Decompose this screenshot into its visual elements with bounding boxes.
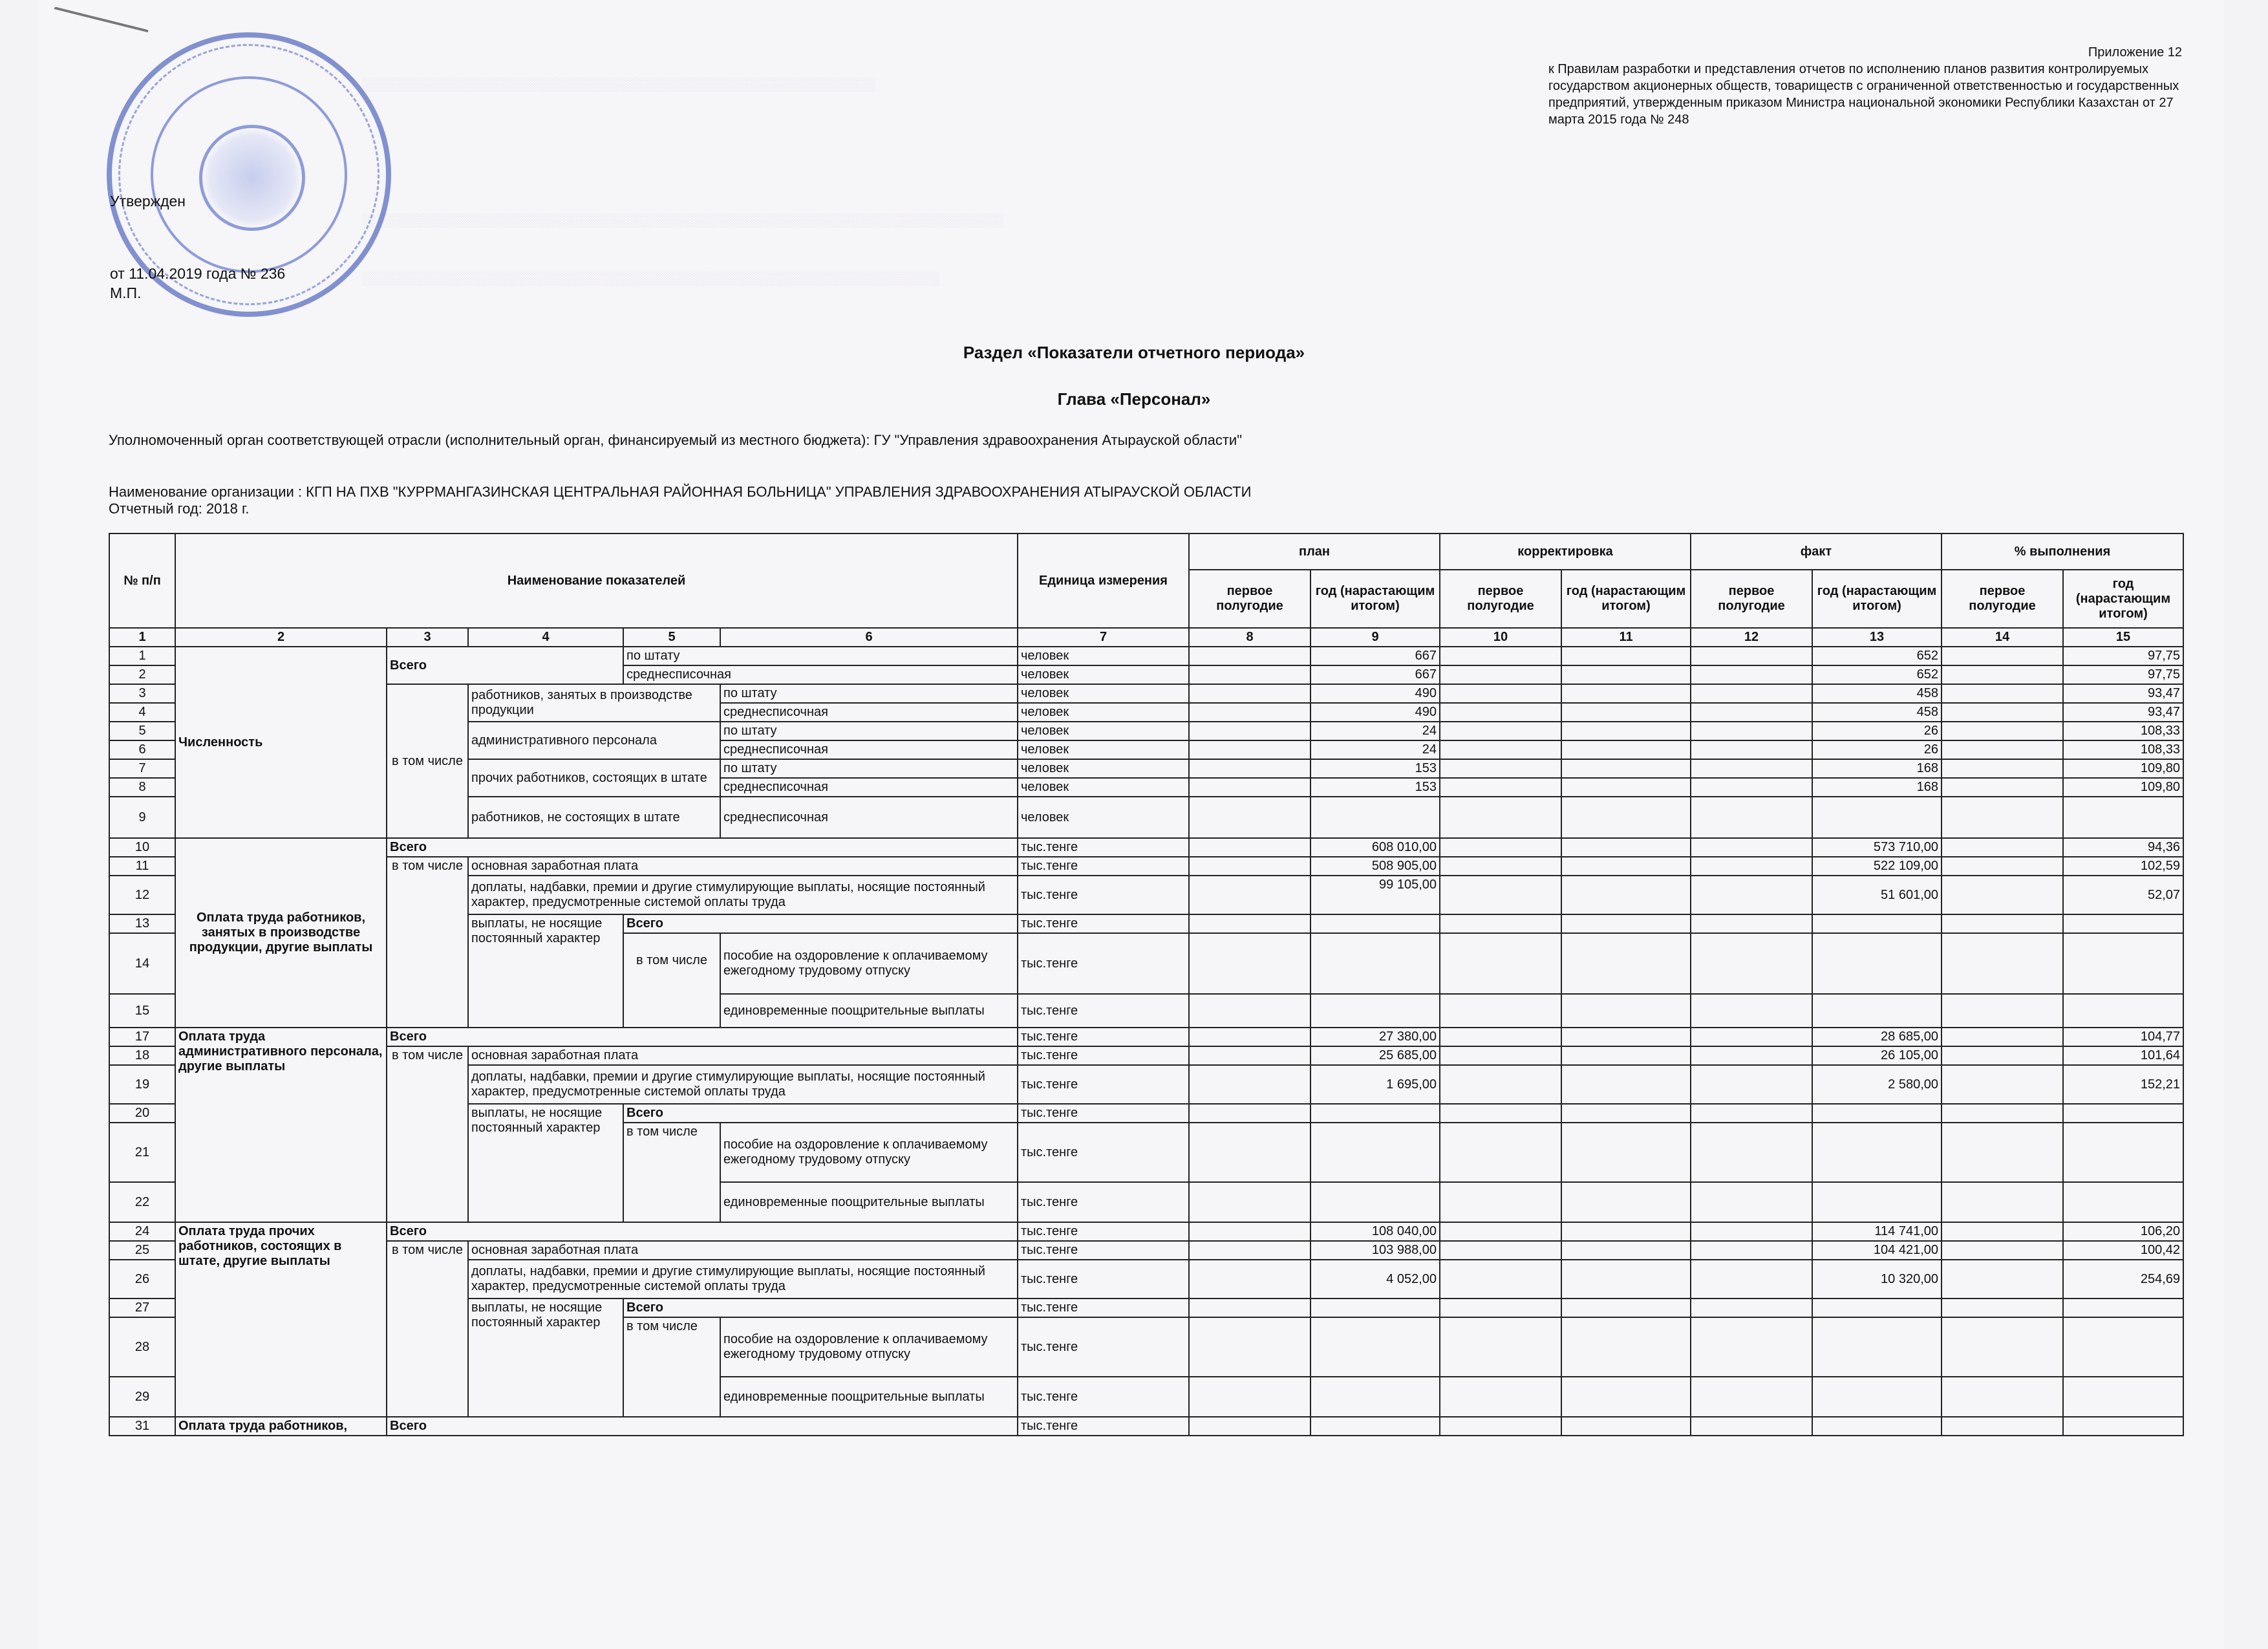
col-number: 14 [1942,628,2063,647]
table-row: 4 среднесписочная человек 490 458 93,47 [109,703,2183,722]
appendix-text: к Правилам разработки и представления отчетов по исполнению планов развития контролируемых государством акционерных обществ, товариществ с ограниченной ответственностью и государственных предприятий, утвержденным приказом Министра национальной экономики Республики Казахстан от 27 марта 2015 года № 248 [1548,62,2179,127]
group-pay-admin: Оплата труда административного персонала, другие выплаты [175,1028,387,1222]
table-row: 7 прочих работников, состоящих в штате по штату человек 153 168 109,80 [109,759,2183,778]
table-row: 29 единовременные поощрительные выплаты тыс.тенге [109,1377,2183,1417]
bleed-through-text: ░░░░░░░░░░░░░░░░░░░░░░░░░░░░░░░░░░░░░░░░░░░░░░░░░░░░░░░░░░░░░░░░░░░░░░ [362,213,1003,228]
table-row: 12 доплаты, надбавки, премии и другие стимулирующие выплаты, носящие постоянный характер, предусмотренные системой оплаты труда тыс.тенге 99 105,00 51 601,00 52,07 [109,876,2183,914]
header-fact: факт [1691,534,1942,570]
table-row: 11 в том числе основная заработная плата тыс.тенге 508 905,00 522 109,00 102,59 [109,857,2183,876]
header-fact-year: год (нарастающим итогом) [1812,570,1942,628]
appendix-number: Приложение 12 [2088,45,2182,59]
header-correction: корректировка [1440,534,1691,570]
header-plan-half: первое полугодие [1189,570,1311,628]
report-year: Отчетный год: 2018 г. [109,501,250,517]
authority-line: Уполномоченный орган соответствующей отрасли (исполнительный орган, финансируемый из местного бюджета): ГУ "Управления здравоохранения Атырауской области" [109,432,1243,448]
col-number: 12 [1691,628,1812,647]
table-row: 10 Оплата труда работников, занятых в производстве продукции, другие выплаты Всего тыс.тенге 608 010,00 573 710,00 94,36 [109,838,2183,857]
header-plan: план [1189,534,1440,570]
col-number: 4 [468,628,623,647]
chapter-title: Глава «Персонал» [1057,389,1211,409]
table-row: 22 единовременные поощрительные выплаты тыс.тенге [109,1182,2183,1222]
header-corr-year: год (нарастающим итогом) [1561,570,1691,628]
personnel-table [109,533,2184,1436]
organization-line: Наименование организации : КГП НА ПХВ "КУРРМАНГАЗИНСКАЯ ЦЕНТРАЛЬНАЯ РАЙОННАЯ БОЛЬНИЦА" УПРАВЛЕНИЯ ЗДРАВООХРАНЕНИЯ АТЫРАУСКОЙ ОБЛАСТИ [109,484,1252,500]
table-row: 18 в том числе основная заработная плата тыс.тенге 25 685,00 26 105,00 101,64 [109,1046,2183,1065]
group-pay-production: Оплата труда работников, занятых в производстве продукции, другие выплаты [175,838,387,1028]
section-title: Раздел «Показатели отчетного периода» [963,343,1305,362]
header-pct-year: год (нарастающим итогом) [2063,570,2183,628]
col-number: 3 [387,628,468,647]
group-pay-workers: Оплата труда работников, [175,1417,387,1436]
table-row: 13 выплаты, не носящие постоянный характер Всего тыс.тенге [109,914,2183,933]
table-row: 2 среднесписочная человек 667 652 97,75 [109,665,2183,684]
group-headcount: Численность [175,647,387,838]
col-number: 9 [1311,628,1440,647]
table-row: 27 выплаты, не носящие постоянный характер Всего тыс.тенге [109,1299,2183,1317]
table-row: 20 выплаты, не носящие постоянный характер Всего тыс.тенге [109,1104,2183,1123]
group-pay-other: Оплата труда прочих работников, состоящих в штате, другие выплаты [175,1222,387,1417]
table-row: 14 в том числе пособие на оздоровление к оплачиваемому ежегодному трудовому отпуску тыс.тенге [109,933,2183,994]
header-pct-half: первое полугодие [1942,570,2063,628]
header-name: Наименование показателей [175,534,1018,628]
bleed-through-text: ░░░░░░░░░░░░░░░░░░░░░░░░░░░░░░░░░░░░░░░░░░░░░░░░░░░░░░░░ [362,78,875,92]
approved-label: Утвержден [110,193,186,210]
table-row: 19 доплаты, надбавки, премии и другие стимулирующие выплаты, носящие постоянный характер, предусмотренные системой оплаты труда тыс.тенге 1 695,00 2 580,00 152,21 [109,1065,2183,1104]
table-row: 1 Численность Всего по штату человек 667 652 97,75 [109,647,2183,665]
col-number: 10 [1440,628,1561,647]
table-row: 3 в том числе работников, занятых в производстве продукции по штату человек 490 458 93,47 [109,684,2183,703]
table-row: 25 в том числе основная заработная плата тыс.тенге 103 988,00 104 421,00 100,42 [109,1241,2183,1260]
approval-date: от 11.04.2019 года № 236 [110,265,286,282]
col-number: 11 [1561,628,1691,647]
col-number: 5 [623,628,720,647]
header-fact-half: первое полугодие [1691,570,1812,628]
table-row: 24 Оплата труда прочих работников, состоящих в штате, другие выплаты Всего тыс.тенге 108 040,00 114 741,00 106,20 [109,1222,2183,1241]
col-number: 15 [2063,628,2183,647]
col-number: 13 [1812,628,1942,647]
header-corr-half: первое полугодие [1440,570,1561,628]
bleed-through-text: ░░░░░░░░░░░░░░░░░░░░░░░░░░░░░░░░░░░░░░░░░░░░░░░░░░░░░░░░░░░░░░░ [362,272,939,286]
header-percent: % выполнения [1942,534,2183,570]
table-row: 15 единовременные поощрительные выплаты тыс.тенге [109,994,2183,1028]
col-number: 1 [109,628,175,647]
table-row: 5 административного персонала по штату человек 24 26 108,33 [109,722,2183,740]
table-row: 26 доплаты, надбавки, премии и другие стимулирующие выплаты, носящие постоянный характер, предусмотренные системой оплаты труда тыс.тенге 4 052,00 10 320,00 254,69 [109,1260,2183,1299]
header-num: № п/п [109,534,175,628]
table-row: 8 среднесписочная человек 153 168 109,80 [109,778,2183,797]
table-row: 6 среднесписочная человек 24 26 108,33 [109,740,2183,759]
header-plan-year: год (нарастающим итогом) [1311,570,1440,628]
col-number: 6 [720,628,1018,647]
table-row: 31 Оплата труда работников, Всего тыс.тенге [109,1417,2183,1436]
col-number: 2 [175,628,387,647]
table-row: 9 работников, не состоящих в штате среднесписочная человек [109,797,2183,838]
header-unit: Единица измерения [1018,534,1189,628]
table-row: 21 в том числе пособие на оздоровление к оплачиваемому ежегодному трудовому отпуску тыс.тенге [109,1123,2183,1182]
table-row: 17 Оплата труда административного персонала, другие выплаты Всего тыс.тенге 27 380,00 28 685,00 104,77 [109,1028,2183,1046]
table-row: 28 в том числе пособие на оздоровление к оплачиваемому ежегодному трудовому отпуску тыс.тенге [109,1317,2183,1377]
appendix-note [1548,44,2182,128]
col-number: 8 [1189,628,1311,647]
col-number: 7 [1018,628,1189,647]
stamp-place-label: М.П. [110,285,142,301]
